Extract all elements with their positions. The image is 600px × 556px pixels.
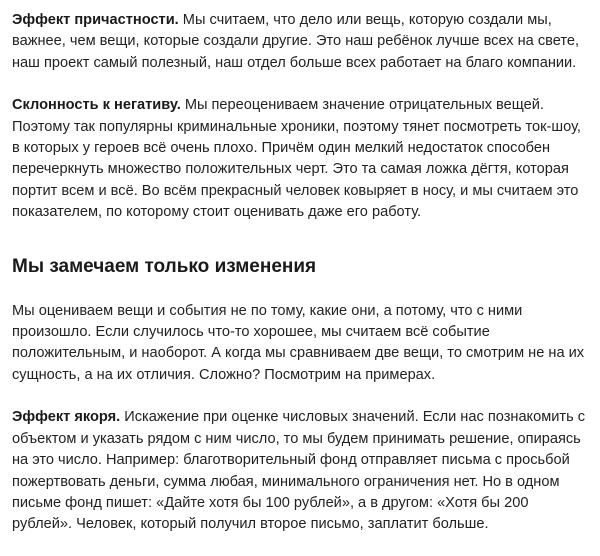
- paragraph-ownership-effect: [12, 10, 590, 74]
- section-heading: Мы замечаем только изменения: [12, 255, 317, 277]
- paragraph-text: Мы считаем, что дело или вещь, которую создали мы, важнее, чем вещи, которые создали другие. Это наш ребёнок лучше всех на свете, наш проект самый полезный, наш отдел больше всех работает на благо компании.: [12, 12, 580, 71]
- paragraph-negativity-bias: [12, 95, 590, 223]
- paragraph-section-intro: Мы оцениваем вещи и события не по тому, какие они, а потому, что с ними произошло. Если случилось что-то хорошее, мы считаем всё событие положительным, и наоборот. А когда мы сравниваем две вещи, то смотрим не на их сущность, а на их отличия. Сложно? Посмотрим на примерах.: [12, 302, 585, 383]
- term-anchor-effect: Эффект якоря.: [12, 409, 121, 426]
- paragraph-anchor-effect: [12, 407, 590, 535]
- paragraph-text: Искажение при оценке числовых значений. Если нас познакомить с объектом и указать рядом с ним число, то мы будем принимать решение, опираясь на это число. Например: благотворительный фонд отправляет письма с просьбой пожертвовать деньги, сумма любая, минимального ограничения нет. Но в одном письме фонд пишет: «Дайте хотя бы 100 рублей», а в другом: «Хотя бы 200 рублей». Человек, который получил второе письмо, заплатит больше.: [12, 409, 586, 533]
- term-negativity-bias: Склонность к негативу.: [12, 97, 181, 114]
- paragraph-text: Мы переоцениваем значение отрицательных вещей. Поэтому так популярны криминальные хроники, поэтому тянет посмотреть ток-шоу, в которых у героев всё очень плохо. Причём один мелкий недостаток способен перечеркнуть множество положительных черт. Это та самая ложка дёгтя, которая портит всем и всё. Во всём прекрасный человек ковыряет в носу, и мы считаем это показателем, по которому стоит оценивать даже его работу.: [12, 97, 581, 221]
- term-ownership-effect: Эффект причастности.: [12, 12, 179, 28]
